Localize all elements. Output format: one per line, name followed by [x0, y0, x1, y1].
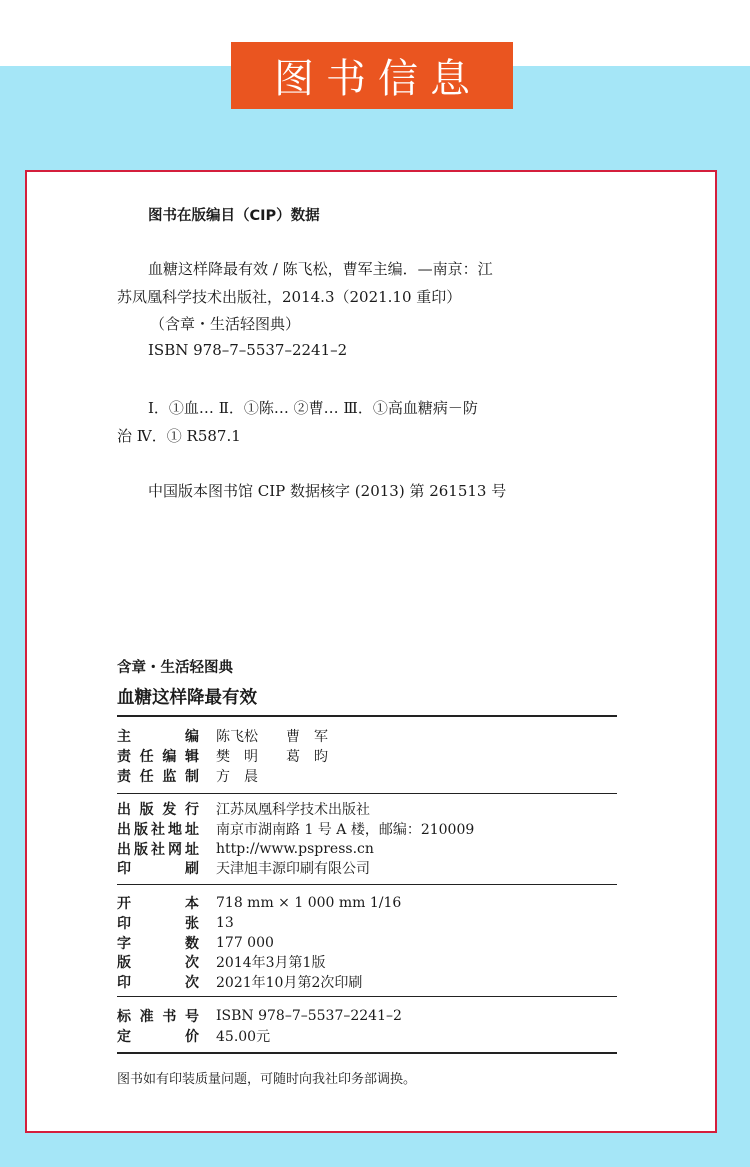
info-label: 版 次 [117, 955, 199, 972]
info-value: 樊 明 葛 昀 [216, 748, 328, 765]
info-label: 责 任 编 辑 [117, 748, 199, 765]
info-value: 45.00元 [216, 1028, 271, 1045]
info-row [117, 726, 328, 746]
divider [117, 884, 617, 885]
cip-line: 治 Ⅳ．① R587.1 [117, 427, 241, 445]
info-label: 标 准 书 号 [117, 1009, 199, 1025]
info-row [117, 893, 401, 913]
info-row [117, 1026, 270, 1046]
info-value: 南京市湖南路 1 号 A 楼，邮编：210009 [216, 821, 475, 838]
info-label: 字 数 [117, 935, 199, 952]
info-row [117, 1006, 402, 1026]
footer-note: 图书如有印装质量问题，可随时向我社印务部调换。 [117, 1072, 417, 1087]
info-label: 出 版 发 行 [117, 802, 199, 818]
info-value: 陈飞松 曹 军 [216, 729, 328, 745]
info-value: 13 [216, 914, 234, 931]
info-label: 责 任 监 制 [117, 768, 199, 785]
book-title: 血糖这样降最有效 [117, 688, 257, 708]
divider [117, 1052, 617, 1054]
info-value: 177 000 [216, 934, 274, 951]
info-value: 2021年10月第2次印刷 [216, 975, 363, 992]
info-row [117, 819, 474, 839]
info-row [117, 913, 234, 933]
info-label: 定 价 [117, 1028, 199, 1045]
cip-line: （含章・生活轻图典） [150, 315, 301, 333]
info-value: http://www.pspress.cn [216, 840, 374, 857]
info-row [117, 952, 325, 972]
info-value: 2014年3月第1版 [216, 955, 326, 972]
info-row [117, 858, 370, 878]
info-value: ISBN 978–7–5537–2241–2 [216, 1008, 402, 1024]
divider [117, 996, 617, 997]
info-row [117, 972, 362, 992]
cip-line: 苏凤凰科学技术出版社，2014.3（2021.10 重印） [117, 288, 462, 306]
info-value: 江苏凤凰科学技术出版社 [216, 802, 370, 818]
info-row [117, 746, 328, 766]
info-label: 出 版 社 网 址 [117, 841, 199, 858]
info-label: 出 版 社 地 址 [117, 821, 199, 838]
info-label: 印 次 [117, 975, 199, 992]
cip-line: ISBN 978–7–5537–2241–2 [148, 341, 348, 359]
book-series: 含章・生活轻图典 [117, 660, 233, 676]
divider [117, 715, 617, 717]
cip-line: 血糖这样降最有效 / 陈飞松，曹军主编．—南京：江 [148, 260, 493, 278]
info-row [117, 766, 258, 786]
section-header [231, 42, 513, 109]
info-value: 方 晨 [216, 768, 258, 785]
info-value: 718 mm × 1 000 mm 1/16 [216, 895, 402, 911]
cip-title: 图书在版编目（CIP）数据 [148, 208, 320, 224]
divider [117, 793, 617, 794]
cip-line: 中国版本图书馆 CIP 数据核字 (2013) 第 261513 号 [148, 482, 507, 500]
info-label: 印 刷 [117, 861, 199, 878]
info-row [117, 799, 370, 819]
info-label: 主 编 [117, 729, 199, 745]
info-label: 印 张 [117, 915, 199, 932]
cip-line: Ⅰ．①血… Ⅱ．①陈… ②曹… Ⅲ．①高血糖病－防 [148, 399, 478, 417]
info-row [117, 839, 374, 859]
section-header-title: 图书信息 [274, 56, 482, 102]
info-label: 开 本 [117, 896, 199, 912]
info-value: 天津旭丰源印刷有限公司 [216, 861, 370, 878]
info-row [117, 933, 274, 953]
